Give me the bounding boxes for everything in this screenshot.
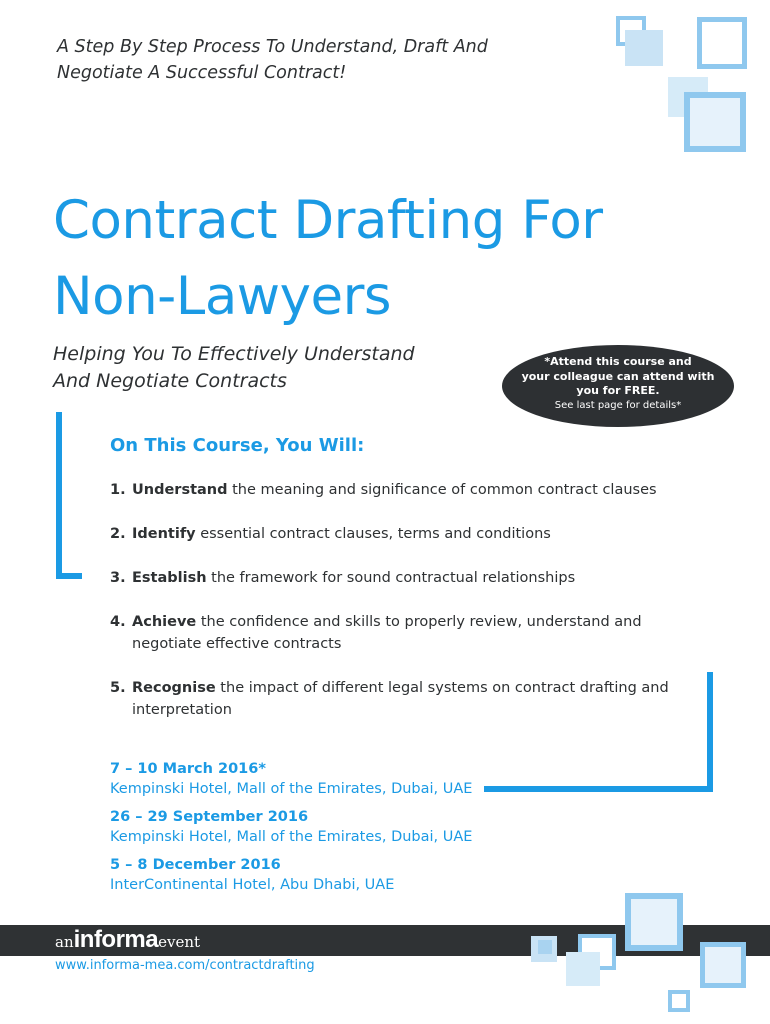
item-text: the confidence and skills to properly review, understand and negotiate effective contracts — [132, 614, 642, 652]
deco-square — [697, 17, 747, 69]
event-date-block — [110, 760, 550, 800]
course-objectives-list — [110, 479, 670, 743]
offer-line-2: your colleague can attend with — [521, 369, 715, 383]
deco-square — [625, 893, 683, 951]
title-line-2: Non-Lawyers — [53, 266, 392, 327]
list-item — [110, 677, 670, 721]
item-number: 5. — [110, 680, 126, 696]
item-text: the impact of different legal systems on contract drafting and interpretation — [132, 680, 669, 718]
item-text: the meaning and significance of common contract clauses — [227, 482, 657, 498]
page-title — [53, 183, 733, 335]
event-date: 26 – 29 September 2016 — [110, 809, 309, 825]
item-verb: Achieve — [132, 614, 197, 630]
free-attendance-badge — [502, 345, 734, 427]
event-venue: InterContinental Hotel, Abu Dhabi, UAE — [110, 877, 395, 893]
event-date: 5 – 8 December 2016 — [110, 857, 281, 873]
item-number: 2. — [110, 526, 126, 542]
event-date-block — [110, 808, 550, 848]
subtitle — [53, 341, 493, 395]
item-verb: Understand — [132, 482, 228, 498]
brand-name: informa — [73, 926, 159, 953]
item-verb: Recognise — [132, 680, 216, 696]
informa-logo — [55, 926, 200, 954]
event-date-block — [110, 856, 550, 896]
offer-line-4: See last page for details* — [554, 400, 682, 411]
tagline-line-2: Negotiate A Successful Contract! — [57, 63, 347, 83]
list-item — [110, 479, 670, 501]
website-link[interactable]: www.informa-mea.com/contractdrafting — [55, 958, 315, 973]
offer-line-3: you for FREE. — [576, 384, 660, 397]
title-line-1: Contract Drafting For — [53, 190, 603, 251]
list-item — [110, 567, 670, 589]
item-verb: Establish — [132, 570, 207, 586]
deco-square — [668, 990, 690, 1012]
tagline-line-1: A Step By Step Process To Understand, Draft And — [57, 37, 488, 57]
list-item — [110, 611, 670, 655]
event-dates — [110, 760, 550, 904]
event-venue: Kempinski Hotel, Mall of the Emirates, Dubai, UAE — [110, 829, 473, 845]
deco-square — [566, 952, 600, 986]
item-text: essential contract clauses, terms and conditions — [195, 526, 551, 542]
tagline — [57, 34, 577, 86]
item-number: 3. — [110, 570, 126, 586]
bracket-decoration-left — [56, 412, 82, 579]
deco-square — [700, 942, 746, 988]
subtitle-line-1: Helping You To Effectively Understand — [53, 343, 415, 365]
item-number: 1. — [110, 482, 126, 498]
item-text: the framework for sound contractual relationships — [206, 570, 576, 586]
offer-line-1: *Attend this course and — [544, 355, 692, 368]
deco-square — [684, 92, 746, 152]
item-verb: Identify — [132, 526, 196, 542]
brand-suffix: event — [158, 933, 201, 951]
subtitle-line-2: And Negotiate Contracts — [53, 370, 287, 392]
course-heading: On This Course, You Will: — [110, 435, 365, 456]
deco-square — [538, 940, 552, 954]
deco-square — [625, 30, 663, 66]
event-venue: Kempinski Hotel, Mall of the Emirates, Dubai, UAE — [110, 781, 473, 797]
list-item — [110, 523, 670, 545]
event-date: 7 – 10 March 2016* — [110, 761, 266, 777]
brand-prefix: an — [55, 933, 74, 951]
item-number: 4. — [110, 614, 126, 630]
